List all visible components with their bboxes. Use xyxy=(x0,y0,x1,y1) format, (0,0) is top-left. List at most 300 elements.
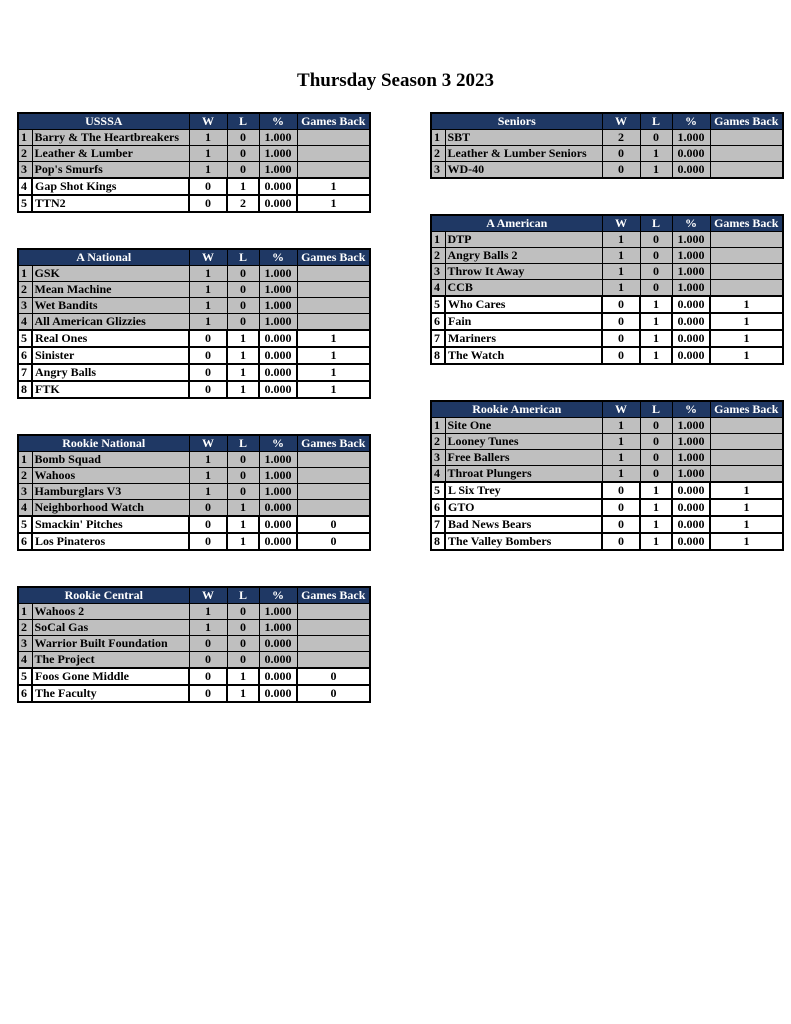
pct-cell: 0.000 xyxy=(672,516,710,533)
games-back-cell: 1 xyxy=(297,330,370,347)
losses-cell: 1 xyxy=(640,516,672,533)
pct-cell: 1.000 xyxy=(672,450,710,466)
team-row xyxy=(18,452,370,468)
losses-cell: 1 xyxy=(640,533,672,550)
team-name-cell: The Valley Bombers xyxy=(445,533,602,550)
pct-cell: 0.000 xyxy=(259,668,297,685)
pct-column-header: % xyxy=(672,113,710,130)
pct-cell: 0.000 xyxy=(259,652,297,669)
team-row xyxy=(431,264,783,280)
games-back-cell xyxy=(297,298,370,314)
wins-column-header: W xyxy=(189,249,227,266)
losses-cell: 0 xyxy=(227,452,259,468)
team-row xyxy=(18,162,370,179)
rank-cell: 8 xyxy=(431,533,445,550)
team-row xyxy=(431,516,783,533)
games-back-cell xyxy=(297,314,370,331)
games-back-cell xyxy=(297,146,370,162)
rank-cell: 6 xyxy=(431,499,445,516)
wins-cell: 1 xyxy=(189,162,227,179)
games-back-cell xyxy=(297,282,370,298)
team-row xyxy=(18,636,370,652)
rank-cell: 1 xyxy=(431,130,445,146)
team-row xyxy=(18,178,370,195)
header-row xyxy=(431,401,783,418)
games-back-column-header: Games Back xyxy=(710,113,783,130)
games-back-cell: 0 xyxy=(297,516,370,533)
team-name-cell: Fain xyxy=(445,313,602,330)
rank-cell: 7 xyxy=(18,364,32,381)
team-name-cell: Leather & Lumber Seniors xyxy=(445,146,602,162)
team-row xyxy=(431,146,783,162)
losses-cell: 1 xyxy=(640,162,672,179)
pct-column-header: % xyxy=(259,113,297,130)
losses-cell: 1 xyxy=(227,685,259,702)
standings-table-a-national xyxy=(17,248,371,399)
rank-cell: 8 xyxy=(18,381,32,398)
team-row xyxy=(18,516,370,533)
wins-cell: 0 xyxy=(189,516,227,533)
losses-column-header: L xyxy=(227,249,259,266)
rank-cell: 2 xyxy=(431,248,445,264)
team-name-cell: Bomb Squad xyxy=(32,452,189,468)
team-name-cell: SBT xyxy=(445,130,602,146)
games-back-cell: 1 xyxy=(710,313,783,330)
pct-column-header: % xyxy=(259,249,297,266)
wins-cell: 1 xyxy=(602,280,640,297)
games-back-cell xyxy=(297,604,370,620)
games-back-column-header: Games Back xyxy=(297,587,370,604)
wins-cell: 1 xyxy=(189,604,227,620)
rank-cell: 5 xyxy=(18,668,32,685)
standings-table-rookie-national xyxy=(17,434,371,551)
wins-cell: 0 xyxy=(602,347,640,364)
games-back-cell xyxy=(297,484,370,500)
games-back-cell: 1 xyxy=(297,178,370,195)
team-name-cell: Barry & The Heartbreakers xyxy=(32,130,189,146)
team-row xyxy=(18,652,370,669)
wins-cell: 1 xyxy=(189,146,227,162)
wins-cell: 1 xyxy=(189,266,227,282)
team-row xyxy=(431,280,783,297)
team-name-cell: Free Ballers xyxy=(445,450,602,466)
rank-cell: 3 xyxy=(18,162,32,179)
team-row xyxy=(431,162,783,179)
rank-cell: 3 xyxy=(18,484,32,500)
wins-cell: 0 xyxy=(189,668,227,685)
team-row xyxy=(18,604,370,620)
team-name-cell: Real Ones xyxy=(32,330,189,347)
pct-cell: 1.000 xyxy=(672,232,710,248)
wins-cell: 0 xyxy=(602,313,640,330)
header-row xyxy=(431,113,783,130)
games-back-column-header: Games Back xyxy=(710,401,783,418)
games-back-column-header: Games Back xyxy=(297,113,370,130)
standings-table-usssa xyxy=(17,112,371,213)
league-name-header: Seniors xyxy=(431,113,602,130)
wins-column-header: W xyxy=(602,113,640,130)
team-name-cell: GSK xyxy=(32,266,189,282)
wins-cell: 0 xyxy=(189,364,227,381)
team-row xyxy=(18,330,370,347)
games-back-cell: 0 xyxy=(297,685,370,702)
right-column xyxy=(430,112,782,586)
wins-cell: 0 xyxy=(602,330,640,347)
team-row xyxy=(18,266,370,282)
team-name-cell: Los Pinateros xyxy=(32,533,189,550)
team-row xyxy=(18,146,370,162)
rank-cell: 1 xyxy=(18,130,32,146)
team-name-cell: Hamburglars V3 xyxy=(32,484,189,500)
team-name-cell: The Watch xyxy=(445,347,602,364)
rank-cell: 4 xyxy=(18,314,32,331)
rank-cell: 3 xyxy=(431,450,445,466)
losses-cell: 0 xyxy=(227,604,259,620)
team-row xyxy=(431,296,783,313)
games-back-cell xyxy=(710,450,783,466)
rank-cell: 2 xyxy=(18,146,32,162)
wins-cell: 0 xyxy=(189,685,227,702)
rank-cell: 5 xyxy=(431,482,445,499)
rank-cell: 7 xyxy=(431,330,445,347)
rank-cell: 2 xyxy=(431,434,445,450)
rank-cell: 1 xyxy=(431,418,445,434)
games-back-cell: 0 xyxy=(297,533,370,550)
team-name-cell: Warrior Built Foundation xyxy=(32,636,189,652)
team-row xyxy=(431,418,783,434)
standings-table-seniors xyxy=(430,112,784,179)
pct-cell: 0.000 xyxy=(259,516,297,533)
header-row xyxy=(18,249,370,266)
pct-cell: 0.000 xyxy=(672,296,710,313)
wins-column-header: W xyxy=(189,435,227,452)
games-back-cell xyxy=(297,452,370,468)
pct-cell: 1.000 xyxy=(259,130,297,146)
rank-cell: 2 xyxy=(18,282,32,298)
losses-cell: 1 xyxy=(227,500,259,517)
wins-cell: 0 xyxy=(602,482,640,499)
games-back-cell xyxy=(297,652,370,669)
rank-cell: 1 xyxy=(18,452,32,468)
team-name-cell: Throat Plungers xyxy=(445,466,602,483)
losses-cell: 1 xyxy=(640,330,672,347)
team-name-cell: Foos Gone Middle xyxy=(32,668,189,685)
pct-cell: 1.000 xyxy=(672,130,710,146)
pct-cell: 0.000 xyxy=(259,500,297,517)
rank-cell: 5 xyxy=(18,330,32,347)
team-name-cell: DTP xyxy=(445,232,602,248)
team-name-cell: Site One xyxy=(445,418,602,434)
team-name-cell: WD-40 xyxy=(445,162,602,179)
losses-cell: 1 xyxy=(227,381,259,398)
team-name-cell: The Project xyxy=(32,652,189,669)
games-back-cell: 1 xyxy=(297,195,370,212)
pct-cell: 0.000 xyxy=(672,313,710,330)
rank-cell: 6 xyxy=(431,313,445,330)
team-name-cell: CCB xyxy=(445,280,602,297)
pct-cell: 0.000 xyxy=(259,364,297,381)
losses-cell: 1 xyxy=(227,668,259,685)
games-back-cell xyxy=(710,232,783,248)
team-name-cell: Wahoos 2 xyxy=(32,604,189,620)
team-name-cell: Who Cares xyxy=(445,296,602,313)
wins-cell: 1 xyxy=(189,620,227,636)
team-row xyxy=(18,484,370,500)
team-name-cell: Pop's Smurfs xyxy=(32,162,189,179)
losses-column-header: L xyxy=(227,587,259,604)
losses-cell: 0 xyxy=(227,620,259,636)
page-title: Thursday Season 3 2023 xyxy=(297,70,494,91)
wins-cell: 0 xyxy=(189,636,227,652)
rank-cell: 6 xyxy=(18,347,32,364)
wins-cell: 2 xyxy=(602,130,640,146)
rank-cell: 1 xyxy=(18,604,32,620)
losses-cell: 0 xyxy=(640,280,672,297)
rank-cell: 8 xyxy=(431,347,445,364)
games-back-cell xyxy=(710,146,783,162)
wins-column-header: W xyxy=(189,113,227,130)
pct-cell: 0.000 xyxy=(672,330,710,347)
standings-table-rookie-american xyxy=(430,400,784,551)
losses-cell: 0 xyxy=(227,468,259,484)
games-back-cell: 1 xyxy=(297,381,370,398)
pct-cell: 1.000 xyxy=(259,146,297,162)
wins-cell: 1 xyxy=(602,232,640,248)
team-name-cell: The Faculty xyxy=(32,685,189,702)
losses-cell: 1 xyxy=(227,178,259,195)
games-back-column-header: Games Back xyxy=(297,435,370,452)
wins-cell: 1 xyxy=(189,298,227,314)
wins-cell: 0 xyxy=(189,330,227,347)
pct-cell: 1.000 xyxy=(672,418,710,434)
standings-table-a-american xyxy=(430,214,784,365)
rank-cell: 1 xyxy=(18,266,32,282)
team-name-cell: Bad News Bears xyxy=(445,516,602,533)
losses-cell: 1 xyxy=(640,313,672,330)
wins-cell: 0 xyxy=(189,195,227,212)
team-row xyxy=(431,130,783,146)
pct-column-header: % xyxy=(259,587,297,604)
pct-cell: 1.000 xyxy=(672,466,710,483)
wins-cell: 0 xyxy=(189,500,227,517)
pct-cell: 1.000 xyxy=(259,468,297,484)
team-row xyxy=(431,313,783,330)
pct-cell: 1.000 xyxy=(259,314,297,331)
losses-cell: 0 xyxy=(227,484,259,500)
games-back-cell: 0 xyxy=(297,668,370,685)
team-name-cell: FTK xyxy=(32,381,189,398)
pct-cell: 1.000 xyxy=(259,162,297,179)
team-row xyxy=(18,298,370,314)
team-row xyxy=(18,195,370,212)
pct-cell: 0.000 xyxy=(259,533,297,550)
rank-cell: 3 xyxy=(431,264,445,280)
team-row xyxy=(18,282,370,298)
pct-cell: 1.000 xyxy=(672,434,710,450)
rank-cell: 3 xyxy=(18,636,32,652)
games-back-cell xyxy=(297,130,370,146)
wins-cell: 0 xyxy=(189,652,227,669)
pct-cell: 0.000 xyxy=(259,330,297,347)
losses-cell: 0 xyxy=(640,232,672,248)
team-name-cell: SoCal Gas xyxy=(32,620,189,636)
pct-cell: 0.000 xyxy=(672,146,710,162)
games-back-cell: 1 xyxy=(710,347,783,364)
pct-cell: 0.000 xyxy=(672,482,710,499)
pct-column-header: % xyxy=(259,435,297,452)
games-back-cell xyxy=(297,266,370,282)
losses-cell: 0 xyxy=(227,314,259,331)
pct-cell: 1.000 xyxy=(259,452,297,468)
games-back-column-header: Games Back xyxy=(297,249,370,266)
team-row xyxy=(431,482,783,499)
pct-cell: 1.000 xyxy=(259,282,297,298)
games-back-cell xyxy=(710,248,783,264)
losses-cell: 0 xyxy=(227,298,259,314)
wins-cell: 0 xyxy=(602,516,640,533)
games-back-cell: 1 xyxy=(710,482,783,499)
pct-cell: 1.000 xyxy=(259,266,297,282)
rank-cell: 5 xyxy=(18,195,32,212)
league-name-header: Rookie Central xyxy=(18,587,189,604)
games-back-cell xyxy=(710,162,783,179)
pct-cell: 0.000 xyxy=(259,178,297,195)
team-row xyxy=(18,314,370,331)
league-name-header: A American xyxy=(431,215,602,232)
losses-cell: 0 xyxy=(640,130,672,146)
games-back-column-header: Games Back xyxy=(710,215,783,232)
rank-cell: 6 xyxy=(18,533,32,550)
wins-cell: 1 xyxy=(189,130,227,146)
rank-cell: 3 xyxy=(431,162,445,179)
losses-cell: 1 xyxy=(640,296,672,313)
wins-cell: 1 xyxy=(602,418,640,434)
pct-cell: 1.000 xyxy=(259,484,297,500)
games-back-cell xyxy=(710,280,783,297)
losses-cell: 1 xyxy=(640,499,672,516)
team-row xyxy=(18,620,370,636)
wins-cell: 1 xyxy=(602,466,640,483)
pct-cell: 0.000 xyxy=(672,347,710,364)
rank-cell: 4 xyxy=(18,652,32,669)
losses-cell: 1 xyxy=(640,482,672,499)
rank-cell: 2 xyxy=(431,146,445,162)
games-back-cell xyxy=(297,636,370,652)
team-row xyxy=(431,450,783,466)
header-row xyxy=(431,215,783,232)
team-row xyxy=(431,248,783,264)
wins-cell: 0 xyxy=(602,162,640,179)
losses-cell: 1 xyxy=(227,347,259,364)
wins-column-header: W xyxy=(602,401,640,418)
team-row xyxy=(18,500,370,517)
team-name-cell: GTO xyxy=(445,499,602,516)
losses-cell: 0 xyxy=(227,162,259,179)
wins-cell: 1 xyxy=(189,282,227,298)
wins-cell: 0 xyxy=(189,381,227,398)
games-back-cell xyxy=(297,468,370,484)
rank-cell: 7 xyxy=(431,516,445,533)
wins-cell: 1 xyxy=(189,484,227,500)
losses-cell: 1 xyxy=(227,516,259,533)
header-row xyxy=(18,435,370,452)
games-back-cell xyxy=(297,500,370,517)
games-back-cell: 1 xyxy=(710,533,783,550)
losses-cell: 0 xyxy=(227,652,259,669)
pct-cell: 1.000 xyxy=(672,248,710,264)
rank-cell: 4 xyxy=(18,500,32,517)
team-name-cell: Angry Balls 2 xyxy=(445,248,602,264)
pct-column-header: % xyxy=(672,215,710,232)
wins-cell: 1 xyxy=(189,468,227,484)
rank-cell: 5 xyxy=(431,296,445,313)
pct-cell: 1.000 xyxy=(672,280,710,297)
team-row xyxy=(431,533,783,550)
pct-cell: 0.000 xyxy=(672,499,710,516)
wins-cell: 1 xyxy=(189,452,227,468)
losses-column-header: L xyxy=(227,113,259,130)
team-name-cell: L Six Trey xyxy=(445,482,602,499)
team-row xyxy=(431,347,783,364)
losses-cell: 1 xyxy=(227,364,259,381)
pct-cell: 0.000 xyxy=(259,195,297,212)
games-back-cell xyxy=(710,130,783,146)
losses-cell: 1 xyxy=(227,533,259,550)
losses-column-header: L xyxy=(227,435,259,452)
team-name-cell: Leather & Lumber xyxy=(32,146,189,162)
games-back-cell xyxy=(297,620,370,636)
rank-cell: 5 xyxy=(18,516,32,533)
team-row xyxy=(18,347,370,364)
wins-cell: 1 xyxy=(602,434,640,450)
losses-cell: 0 xyxy=(640,450,672,466)
wins-cell: 0 xyxy=(602,146,640,162)
losses-cell: 0 xyxy=(640,248,672,264)
losses-cell: 0 xyxy=(640,264,672,280)
league-name-header: A National xyxy=(18,249,189,266)
team-row xyxy=(431,499,783,516)
team-row xyxy=(18,533,370,550)
pct-cell: 1.000 xyxy=(259,604,297,620)
pct-cell: 0.000 xyxy=(672,533,710,550)
wins-cell: 0 xyxy=(189,533,227,550)
rank-cell: 3 xyxy=(18,298,32,314)
losses-cell: 0 xyxy=(227,636,259,652)
rank-cell: 1 xyxy=(431,232,445,248)
left-column xyxy=(17,112,369,738)
team-name-cell: Angry Balls xyxy=(32,364,189,381)
pct-cell: 0.000 xyxy=(259,636,297,652)
pct-cell: 1.000 xyxy=(259,620,297,636)
losses-cell: 1 xyxy=(227,330,259,347)
games-back-cell xyxy=(710,434,783,450)
losses-cell: 1 xyxy=(640,146,672,162)
team-row xyxy=(18,381,370,398)
team-row xyxy=(18,668,370,685)
pct-column-header: % xyxy=(672,401,710,418)
wins-cell: 1 xyxy=(602,264,640,280)
team-row xyxy=(18,468,370,484)
wins-cell: 0 xyxy=(189,178,227,195)
losses-cell: 0 xyxy=(227,146,259,162)
pct-cell: 1.000 xyxy=(259,298,297,314)
standings-table-rookie-central xyxy=(17,586,371,703)
team-name-cell: Neighborhood Watch xyxy=(32,500,189,517)
pct-cell: 0.000 xyxy=(259,347,297,364)
games-back-cell xyxy=(710,466,783,483)
losses-cell: 0 xyxy=(640,418,672,434)
wins-cell: 0 xyxy=(602,499,640,516)
